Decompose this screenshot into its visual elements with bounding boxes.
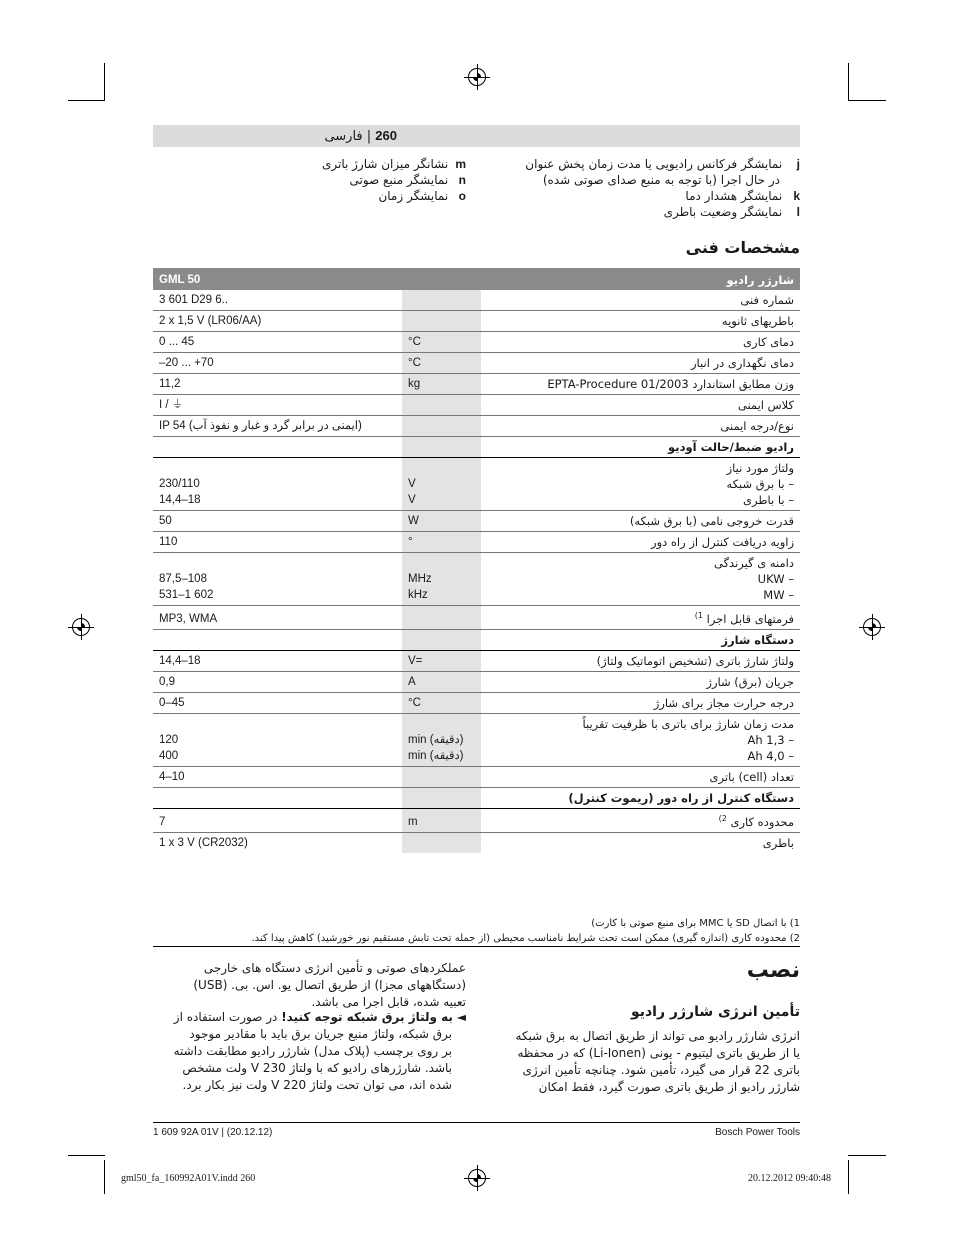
- usb-text: عملکردهای صوتی و تأمین انرژی دستگاه های خارجی (دستگاههای مجزا) از طریق اتصال یو. اس. بی. (USB) تعبیه شده، قابل اجرا می باشد.: [193, 961, 466, 1009]
- footer-divider: [153, 1122, 800, 1123]
- legend-item-o: o نمایشگر زمان: [378, 189, 466, 203]
- table-subheader-charger: دستگاه شارژ: [153, 629, 800, 650]
- legend-item-j-cont: در حال اجرا (با توجه به منبع صدای صوتی شده): [542, 173, 780, 187]
- table-row: MP3, WMA فرمتهای قابل اجرا $^{1)}$: [153, 606, 800, 630]
- table-row-voltage: 230/110 14,4–18 V V ولتاژ مورد نیاز – با برق شبکه – با باطری: [153, 458, 800, 511]
- table-row: 0 ... 45 °C دمای کاری: [153, 332, 800, 353]
- spec-table: [153, 268, 800, 853]
- mains-voltage-warning: ◄ به ولتاژ برق شبکه توجه کنید! در صورت استفاده از برق شبکه، ولتاژ منبع جریان برق باید با مقادیر موجود بر روی برچسب (پلاک مدل) شارژر رادیو مطابقت داشته باشد. شارژرهای رادیو که با ولتاژ 230 V ولت مشخص شده اند، می توان تحت ولتاژ 220 V ولت نیز بکار برد.: [173, 1010, 466, 1092]
- table-header-row: [153, 268, 800, 290]
- table-row: 2 x 1,5 V (LR06/AA) باطریهای ثانویه: [153, 311, 800, 332]
- footer-brand: Bosch Power Tools: [715, 1127, 800, 1138]
- legend-item-k: k نمایشگر هشدار دما: [685, 189, 800, 203]
- legend-item-n: n نمایشگر منبع صوتی: [349, 173, 466, 187]
- table-row-charge-time: 120 400 min (دقیقه) min (دقیقه) مدت زمان شارژ برای باتری با ظرفیت تقریباً – 1,3 Ah – 4,0 Ah: [153, 713, 800, 766]
- footnote-2: 2) محدوده کاری (اندازه گیری) ممکن است تحت شرایط نامناسب محیطی (از جمله تحت تابش مستقیم نور خورشید) کاهش پیدا کند.: [251, 933, 800, 944]
- table-subheader-radio: رادیو ضبط/حالت آودیو: [153, 437, 800, 458]
- legend-item-l: l نمایشگر وضعیت باطری: [663, 205, 800, 219]
- slug-filename: gml50_fa_160992A01V.indd 260: [121, 1173, 256, 1184]
- table-row: 14,4–18 V= ولتاژ شارژ باتری (تشخیص اتوماتیک ولتاژ): [153, 650, 800, 671]
- registration-mark-icon: [468, 1169, 486, 1187]
- legend-left: [266, 156, 466, 204]
- table-row: I / ⏚ کلاس ایمنی: [153, 395, 800, 416]
- legend-right: [500, 156, 800, 220]
- page-header-bar: [153, 125, 800, 147]
- language-label: | فارسی: [324, 129, 372, 144]
- table-row: 50 W قدرت خروجی نامی (با برق شبکه): [153, 511, 800, 532]
- divider: [153, 946, 800, 947]
- section-title: مشخصات فنی: [685, 238, 800, 257]
- table-row: 110 ° زاویه دریافت کنترل از راه دور: [153, 532, 800, 553]
- registration-mark-icon: [72, 618, 90, 636]
- registration-mark-icon: [863, 618, 881, 636]
- table-row: 3 601 D29 6.. شماره فنی: [153, 290, 800, 311]
- footer-doc-number: 1 609 92A 01V | (20.12.12): [153, 1127, 273, 1138]
- page-header: [324, 128, 397, 144]
- power-supply-text: انرژی شارژر رادیو می تواند از طریق اتصال به برق شبکه یا از طریق باتری لیتیوم - یونی (Li-Ionen) که در محفظه باتری 22 قرار می گیرد، تأمین شود. چنانچه تأمین انرژی شارژر رادیو از طریق باتری صورت گیرد، فقط امکان: [515, 1029, 800, 1094]
- registration-mark-icon: [468, 68, 486, 86]
- legend-item-j: j نمایشگر فرکانس رادیویی یا مدت زمان پخش عنوان: [525, 157, 800, 171]
- table-row: –20 ... +70 °C دمای نگهداری در انبار: [153, 353, 800, 374]
- table-row: 7 m محدوده کاری $^{2)}$: [153, 808, 800, 832]
- power-supply-heading: تأمین انرژی شارژر رادیو: [630, 1004, 800, 1020]
- slug-timestamp: 20.12.2012 09:40:48: [747, 1173, 831, 1184]
- table-row: 1 x 3 V (CR2032) باطری: [153, 832, 800, 853]
- footnotes: [153, 916, 800, 946]
- table-row: IP 54 (ایمنی در برابر گرد و غبار و نفوذ آب) نوع/درجه ایمنی: [153, 416, 800, 437]
- install-heading: نصب: [746, 958, 800, 983]
- legend-item-m: m نشانگر میزان شارژ باتری: [321, 157, 466, 171]
- table-row: 0,9 A جریان (برق) شارژ: [153, 671, 800, 692]
- table-row: 4–10 تعداد (cell) باتری: [153, 766, 800, 787]
- footnote-1: 1) با اتصال SD یا MMC برای منبع صوتی با کارت): [591, 918, 800, 929]
- page-number: 260: [375, 128, 397, 143]
- table-row: 11,2 kg وزن مطابق استاندارد EPTA-Procedure 01/2003: [153, 374, 800, 395]
- table-subheader-remote: دستگاه کنترل از راه دور (ریموت کنترل): [153, 787, 800, 808]
- table-row: 0–45 °C درجه حرارت مجاز برای شارژ: [153, 692, 800, 713]
- model-name: GML 50: [153, 268, 402, 290]
- warning-arrow-icon: ◄: [456, 1010, 466, 1024]
- table-row-range: 87,5–108 531–1 602 MHz kHz دامنه ی گیرندگی – UKW – MW: [153, 553, 800, 606]
- product-name: شارژر رادیو: [481, 268, 800, 290]
